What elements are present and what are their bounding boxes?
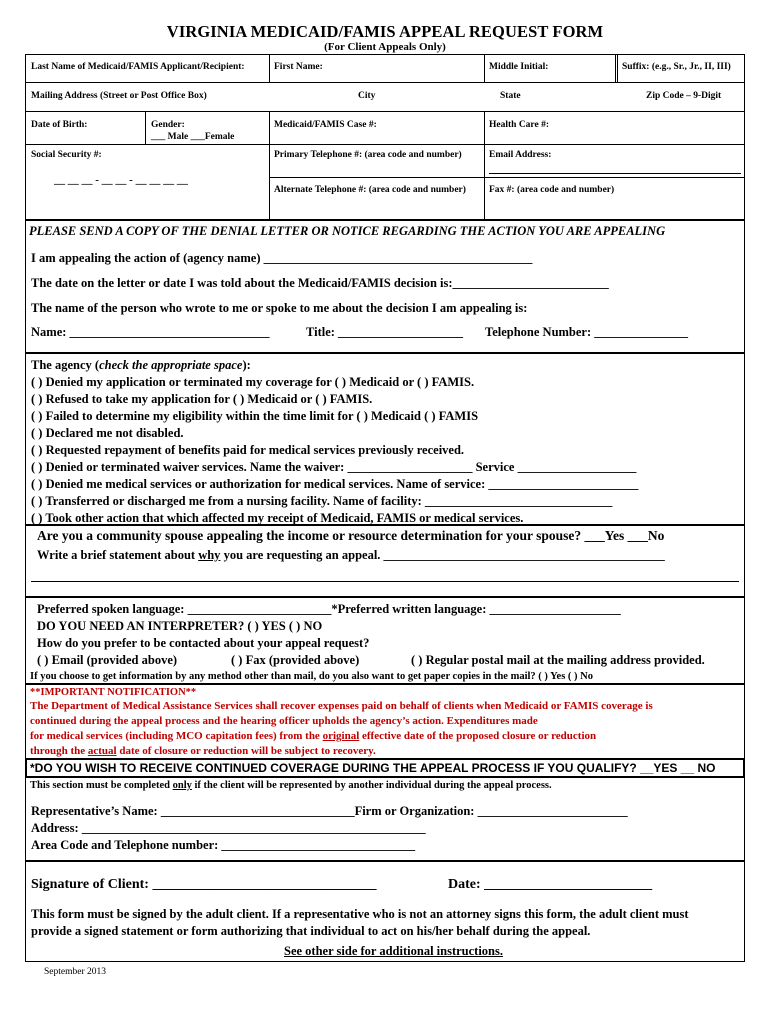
col-divider	[615, 55, 616, 82]
decision-person-line: The name of the person who wrote to me or spoke to me about the decision I am appealing is:	[31, 301, 528, 315]
signature-instruction: This form must be signed by the adult client. If a representative who is not an attorney signs this form, the adult client must	[31, 907, 689, 921]
ssn-field[interactable]: Social Security #:	[31, 150, 102, 160]
representative-section	[25, 778, 745, 861]
appeal-details-section	[25, 220, 745, 353]
row-divider	[269, 177, 744, 178]
preferred-language-line[interactable]: Preferred spoken language: _______________________*Preferred written language: _____________________	[37, 602, 621, 616]
action-option[interactable]: ( ) Denied my application or terminated my coverage for ( ) Medicaid or ( ) FAMIS.	[31, 375, 475, 389]
action-option[interactable]: ( ) Failed to determine my eligibility within the time limit for ( ) Medicaid ( ) FAMIS	[31, 409, 479, 423]
representative-name-field[interactable]: Representative’s Name: _______________________________Firm or Organization: ________________________	[31, 804, 628, 818]
person-phone-field[interactable]: Telephone Number: _______________	[485, 325, 689, 339]
statement-blank-line[interactable]	[31, 581, 739, 582]
contact-email-option[interactable]: ( ) Email (provided above)	[37, 653, 178, 667]
fax-field[interactable]: Fax #: (area code and number)	[489, 185, 615, 195]
agency-name-line[interactable]: I am appealing the action of (agency name) ___________________________________________	[31, 251, 533, 265]
signature-instruction: provide a signed statement or form authorizing that individual to act on his/her behalf during the appeal.	[31, 924, 591, 938]
person-name-field[interactable]: Name: ________________________________	[31, 325, 270, 339]
action-option[interactable]: ( ) Transferred or discharged me from a nursing facility. Name of facility: ______________________________	[31, 494, 613, 508]
form-subtitle: (For Client Appeals Only)	[324, 41, 446, 53]
email-field[interactable]: Email Address:	[489, 150, 552, 160]
community-spouse-question[interactable]: Are you a community spouse appealing the income or resource determination for your spouse? ___Yes ___No	[37, 528, 665, 543]
email-underline	[489, 173, 741, 174]
action-option[interactable]: ( ) Denied or terminated waiver services. Name the waiver: ____________________ Service ___________________	[31, 460, 637, 474]
notification-heading: **IMPORTANT NOTIFICATION**	[30, 687, 197, 698]
paper-copies-question[interactable]: If you choose to get information by any method other than mail, do you also want to get paper copies in the mail? ( ) Yes ( ) No	[30, 671, 594, 682]
col-divider	[484, 111, 485, 221]
denial-letter-notice: PLEASE SEND A COPY OF THE DENIAL LETTER OR NOTICE REGARDING THE ACTION YOU ARE APPEALING	[29, 224, 666, 238]
ssn-blanks: __ __ __ - __ __ - __ __ __ __	[54, 174, 188, 186]
last-name-field[interactable]: Last Name of Medicaid/FAMIS Applicant/Recipient:	[31, 62, 245, 72]
col-divider	[269, 111, 270, 221]
contact-fax-option[interactable]: ( ) Fax (provided above)	[231, 653, 360, 667]
notification-text: The Department of Medical Assistance Services shall recover expenses paid on behalf of clients when Medicaid or FAMIS coverage is	[30, 700, 653, 712]
interpreter-question[interactable]: DO YOU NEED AN INTERPRETER? ( ) YES ( ) NO	[37, 619, 323, 633]
action-option[interactable]: ( ) Declared me not disabled.	[31, 426, 184, 440]
action-option[interactable]: ( ) Requested repayment of benefits paid for medical services previously received.	[31, 443, 465, 457]
continued-coverage-box	[25, 758, 745, 778]
client-signature-field[interactable]: Signature of Client: ________________________________	[31, 877, 377, 892]
row-divider	[26, 144, 744, 145]
contact-mail-option[interactable]: ( ) Regular postal mail at the mailing address provided.	[411, 653, 705, 667]
representative-note: This section must be completed only if the client will be represented by another individual during the appeal process.	[30, 780, 552, 791]
notification-text: continued during the appeal process and the hearing officer upholds the agency’s action. Expenditures made	[30, 715, 538, 727]
applicant-info-table	[25, 54, 745, 220]
agency-intro: The agency (check the appropriate space):	[31, 358, 251, 372]
col-divider	[269, 55, 270, 82]
alternate-phone-field[interactable]: Alternate Telephone #: (area code and number)	[274, 185, 466, 195]
city-field[interactable]: City	[358, 91, 376, 101]
primary-phone-field[interactable]: Primary Telephone #: (area code and number)	[274, 150, 462, 160]
dob-field[interactable]: Date of Birth:	[31, 120, 88, 130]
contact-method-question: How do you prefer to be contacted about your appeal request?	[37, 636, 370, 650]
col-divider	[145, 111, 146, 144]
form-revision-date: September 2013	[44, 967, 107, 977]
language-contact-section	[25, 597, 745, 684]
case-number-field[interactable]: Medicaid/FAMIS Case #:	[274, 120, 377, 130]
action-option[interactable]: ( ) Took other action that which affected my receipt of Medicaid, FAMIS or medical services.	[31, 511, 524, 525]
person-title-field[interactable]: Title: ____________________	[306, 325, 464, 339]
representative-phone-field[interactable]: Area Code and Telephone number: _______________________________	[31, 838, 416, 852]
zip-field[interactable]: Zip Code – 9-Digit	[646, 91, 722, 101]
signature-section	[25, 861, 745, 962]
form-title: VIRGINIA MEDICAID/FAMIS APPEAL REQUEST FORM	[166, 22, 604, 41]
mailing-address-field[interactable]: Mailing Address (Street or Post Office Box)	[31, 91, 207, 101]
row-divider	[26, 111, 744, 112]
action-option[interactable]: ( ) Refused to take my application for ( ) Medicaid or ( ) FAMIS.	[31, 392, 373, 406]
first-name-field[interactable]: First Name:	[274, 62, 323, 72]
spouse-statement-section	[25, 525, 745, 597]
signature-date-field[interactable]: Date: ________________________	[448, 877, 653, 892]
col-divider	[617, 55, 618, 82]
gender-label: Gender:	[151, 120, 185, 130]
state-field[interactable]: State	[500, 91, 521, 101]
notification-text: for medical services (including MCO capitation fees) from the original effective date of the proposed closure or reduction	[30, 730, 597, 742]
important-notification	[25, 684, 745, 758]
decision-date-line[interactable]: The date on the letter or date I was told about the Medicaid/FAMIS decision is:_________________________	[31, 276, 609, 290]
health-care-field[interactable]: Health Care #:	[489, 120, 549, 130]
agency-action-section	[25, 353, 745, 525]
appeal-statement-line[interactable]: Write a brief statement about why you are requesting an appeal. _____________________________________________	[37, 548, 665, 562]
other-side-instructions-link[interactable]: See other side for additional instructions.	[284, 944, 503, 958]
middle-initial-field[interactable]: Middle Initial:	[489, 62, 549, 72]
notification-text: through the actual date of closure or reduction will be subject to recovery.	[30, 745, 376, 757]
representative-address-field[interactable]: Address: _______________________________________________________	[31, 821, 426, 835]
col-divider	[484, 55, 485, 82]
gender-options[interactable]: ___ Male ___Female	[151, 132, 235, 142]
action-option[interactable]: ( ) Denied me medical services or authorization for medical services. Name of service: ________________________	[31, 477, 639, 491]
suffix-field[interactable]: Suffix: (e.g., Sr., Jr., II, III)	[622, 62, 731, 72]
row-divider	[26, 82, 744, 83]
continued-coverage-question[interactable]: *DO YOU WISH TO RECEIVE CONTINUED COVERAGE DURING THE APPEAL PROCESS IF YOU QUALIFY? __YES __ NO	[30, 761, 716, 775]
